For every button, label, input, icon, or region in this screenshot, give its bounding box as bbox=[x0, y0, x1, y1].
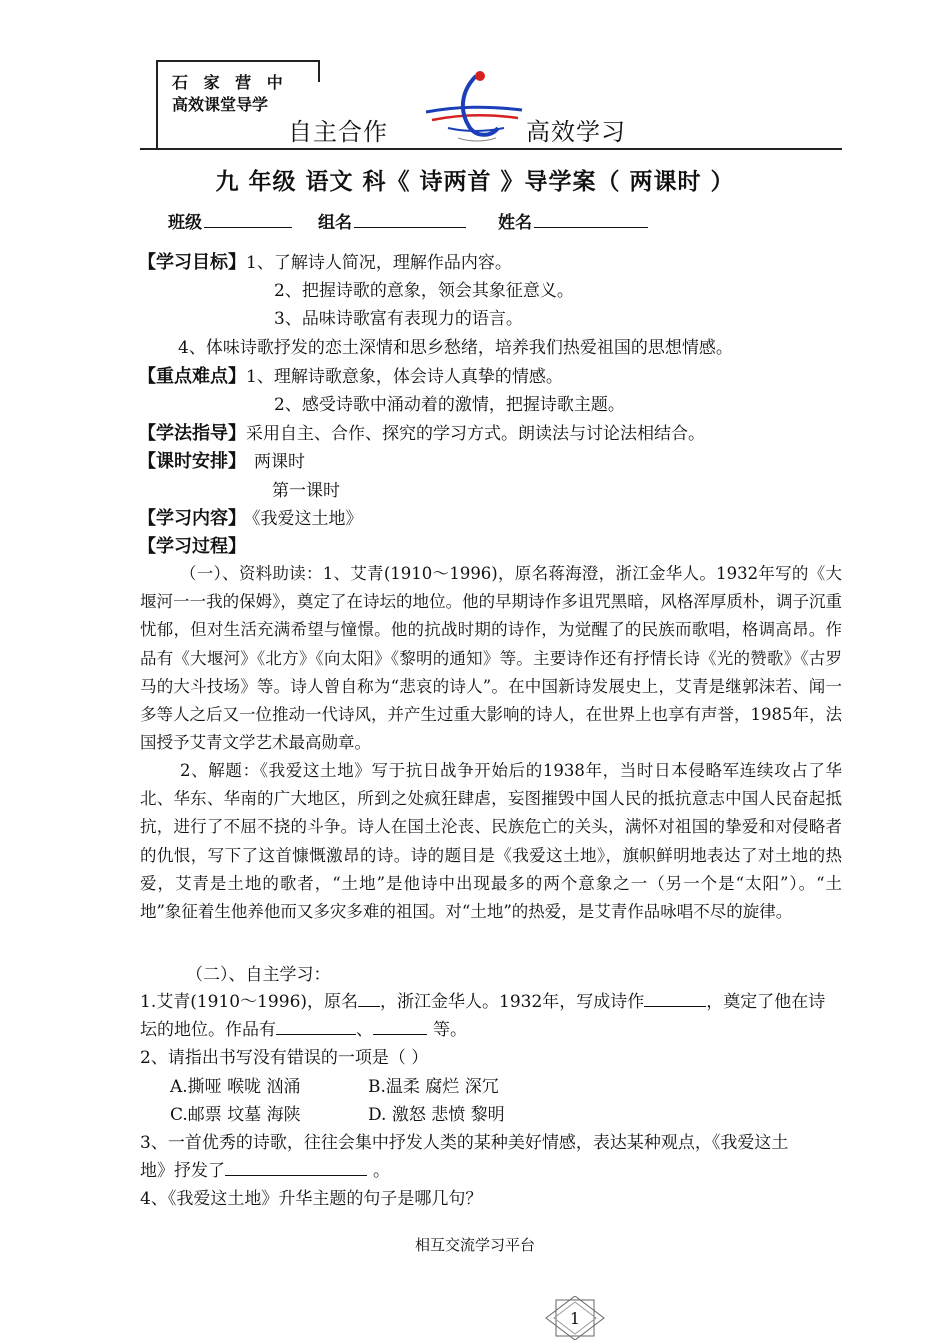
method-row bbox=[138, 419, 705, 445]
objective-item: 1、了解诗人简况，理解作品内容。 bbox=[246, 253, 512, 273]
objective-item: 4、体味诗歌抒发的恋土深情和思乡愁绪，培养我们热爱祖国的思想情感。 bbox=[178, 338, 733, 358]
question-1-text: 等。 bbox=[433, 1020, 467, 1040]
option-d[interactable]: D. 激怒 悲愤 黎明 bbox=[368, 1105, 505, 1125]
question-4: 4、《我爱这土地》升华主题的句子是哪几句？ bbox=[140, 1189, 483, 1209]
q3-blank[interactable] bbox=[225, 1157, 367, 1176]
content-text: 《我爱这土地》 bbox=[252, 509, 363, 529]
q1-blank-original-name[interactable] bbox=[358, 988, 380, 1007]
class-blank[interactable] bbox=[204, 209, 292, 228]
q1-blank-work-2[interactable] bbox=[373, 1016, 427, 1035]
question-1-text: ，浙江金华人。1932年，写成诗作 bbox=[380, 992, 645, 1012]
reference-paragraph: （一）、资料助读：1、艾青(1910～1996)，原名蒋海澄，浙江金华人。1932年写的《大堰河一一我的保姆》，奠定了在诗坛的地位。他的早期诗作多诅咒黑暗，风格浑厚质朴，调子沉重忧郁，但对生活充满希望与憧憬。他的抗战时期的诗作，为觉醒了的民族而歌唱，格调高昂。作品有《大堰河》《北方》《向太阳》《黎明的通知》等。主要诗作还有抒情长诗《光的赞歌》《古罗马的大斗技场》等。诗人曾自称为“悲哀的诗人”。在中国新诗发展史上，艾青是继郭沫若、闻一多等人之后又一位推动一代诗风，并产生过重大影响的诗人，在世界上也享有声誉，1985年，法国授予艾青文学艺术最高勋章。 bbox=[140, 564, 842, 753]
schedule-sub: 第一课时 bbox=[272, 481, 340, 501]
header-rule bbox=[140, 148, 842, 150]
class-label: 班级 bbox=[168, 213, 202, 233]
method-label: 【学法指导】 bbox=[138, 423, 246, 444]
option-a[interactable]: A.撕哑 喉咙 汹涌 bbox=[170, 1077, 301, 1097]
school-logo-icon bbox=[418, 66, 528, 146]
title-explanation-paragraph: 2、解题：《我爱这土地》写于抗日战争开始后的1938年，当时日本侵略军连续攻占了华北、华东、华南的广大地区，所到之处疯狂肆虐，妄图摧毁中国人民的抵抗意志中国人民奋起抵抗，进行了不屈不挠的斗争。诗人在国土沦丧、民族危亡的关头，满怀对祖国的挚爱和对侵略者的仇恨，写下了这首慷慨激昂的诗。诗的题目是《我爱这土地》，旗帜鲜明地表达了对土地的热爱，艾青是土地的歌者，“土地”是他诗中出现最多的两个意象之一（另一个是“太阳”）。“土地”象征着生他养他而又多灾多难的祖国。对“土地”的热爱，是艾青作品咏唱不尽的旋律。 bbox=[140, 761, 842, 922]
schedule-row bbox=[138, 447, 305, 473]
page-number: 1 bbox=[569, 1309, 581, 1328]
question-1-line-2 bbox=[140, 1015, 467, 1040]
process-label bbox=[138, 532, 246, 558]
question-1-text: ，奠定了他在诗 bbox=[706, 992, 826, 1012]
group-blank[interactable] bbox=[354, 209, 466, 228]
schedule-label: 【课时安排】 bbox=[138, 451, 246, 472]
q1-blank-poem[interactable] bbox=[644, 988, 706, 1007]
question-1-text: 1.艾青(1910～1996)，原名 bbox=[140, 992, 359, 1012]
class-field bbox=[168, 208, 292, 233]
objective-item: 2、把握诗歌的意象，领会其象征意义。 bbox=[274, 281, 574, 301]
schedule-text: 两课时 bbox=[254, 452, 305, 472]
school-name: 石 家 营 中 bbox=[172, 73, 288, 92]
objective-item: 3、品味诗歌富有表现力的语言。 bbox=[274, 309, 523, 329]
key-points-row-1 bbox=[138, 362, 563, 388]
option-b[interactable]: B.温柔 腐烂 深冗 bbox=[368, 1077, 499, 1097]
header-divider bbox=[318, 60, 320, 82]
page-title: 九 年级 语文 科《 诗两首 》导学案（ 两课时 ） bbox=[215, 169, 735, 195]
name-label: 姓名 bbox=[498, 213, 532, 233]
school-subtitle: 高效课堂导学 bbox=[172, 95, 269, 114]
objectives-label: 【学习目标】 bbox=[138, 252, 246, 273]
key-point-item: 2、感受诗歌中涌动着的激情，把握诗歌主题。 bbox=[274, 395, 625, 415]
slogan-left: 自主合作 bbox=[288, 118, 388, 146]
name-blank[interactable] bbox=[534, 209, 648, 228]
question-3-text: 地》抒发了 bbox=[140, 1161, 225, 1181]
question-3-line-1: 3、一首优秀的诗歌，往往会集中抒发人类的某种美好情感，表达某种观点，《我爱这土 bbox=[140, 1133, 789, 1153]
question-3-text: 。 bbox=[373, 1161, 390, 1181]
option-c[interactable]: C.邮票 坟墓 海陕 bbox=[170, 1105, 301, 1125]
content-label: 【学习内容】 bbox=[138, 508, 246, 529]
question-2: 2、请指出书写没有错误的一项是（ ） bbox=[140, 1048, 429, 1068]
question-1-text: 、 bbox=[356, 1020, 373, 1040]
method-text: 采用自主、合作、探究的学习方式。朗读法与讨论法相结合。 bbox=[246, 424, 705, 444]
q1-blank-work-1[interactable] bbox=[276, 1016, 356, 1035]
content-row bbox=[138, 504, 363, 530]
group-field bbox=[318, 208, 466, 233]
process-label-text: 【学习过程】 bbox=[138, 536, 246, 557]
question-1-line-1 bbox=[140, 987, 825, 1012]
self-study-heading: （二）、自主学习： bbox=[186, 965, 331, 985]
question-3-line-2 bbox=[140, 1156, 390, 1181]
slogan-right: 高效学习 bbox=[526, 118, 626, 146]
name-field bbox=[498, 208, 648, 233]
key-points-label: 【重点难点】 bbox=[138, 366, 246, 387]
footer-text: 相互交流学习平台 bbox=[414, 1236, 535, 1254]
objectives-row-1 bbox=[138, 248, 512, 274]
key-point-item: 1、理解诗歌意象，体会诗人真挚的情感。 bbox=[246, 367, 563, 387]
question-1-text: 坛的地位。作品有 bbox=[140, 1020, 276, 1040]
group-label: 组名 bbox=[318, 213, 352, 233]
